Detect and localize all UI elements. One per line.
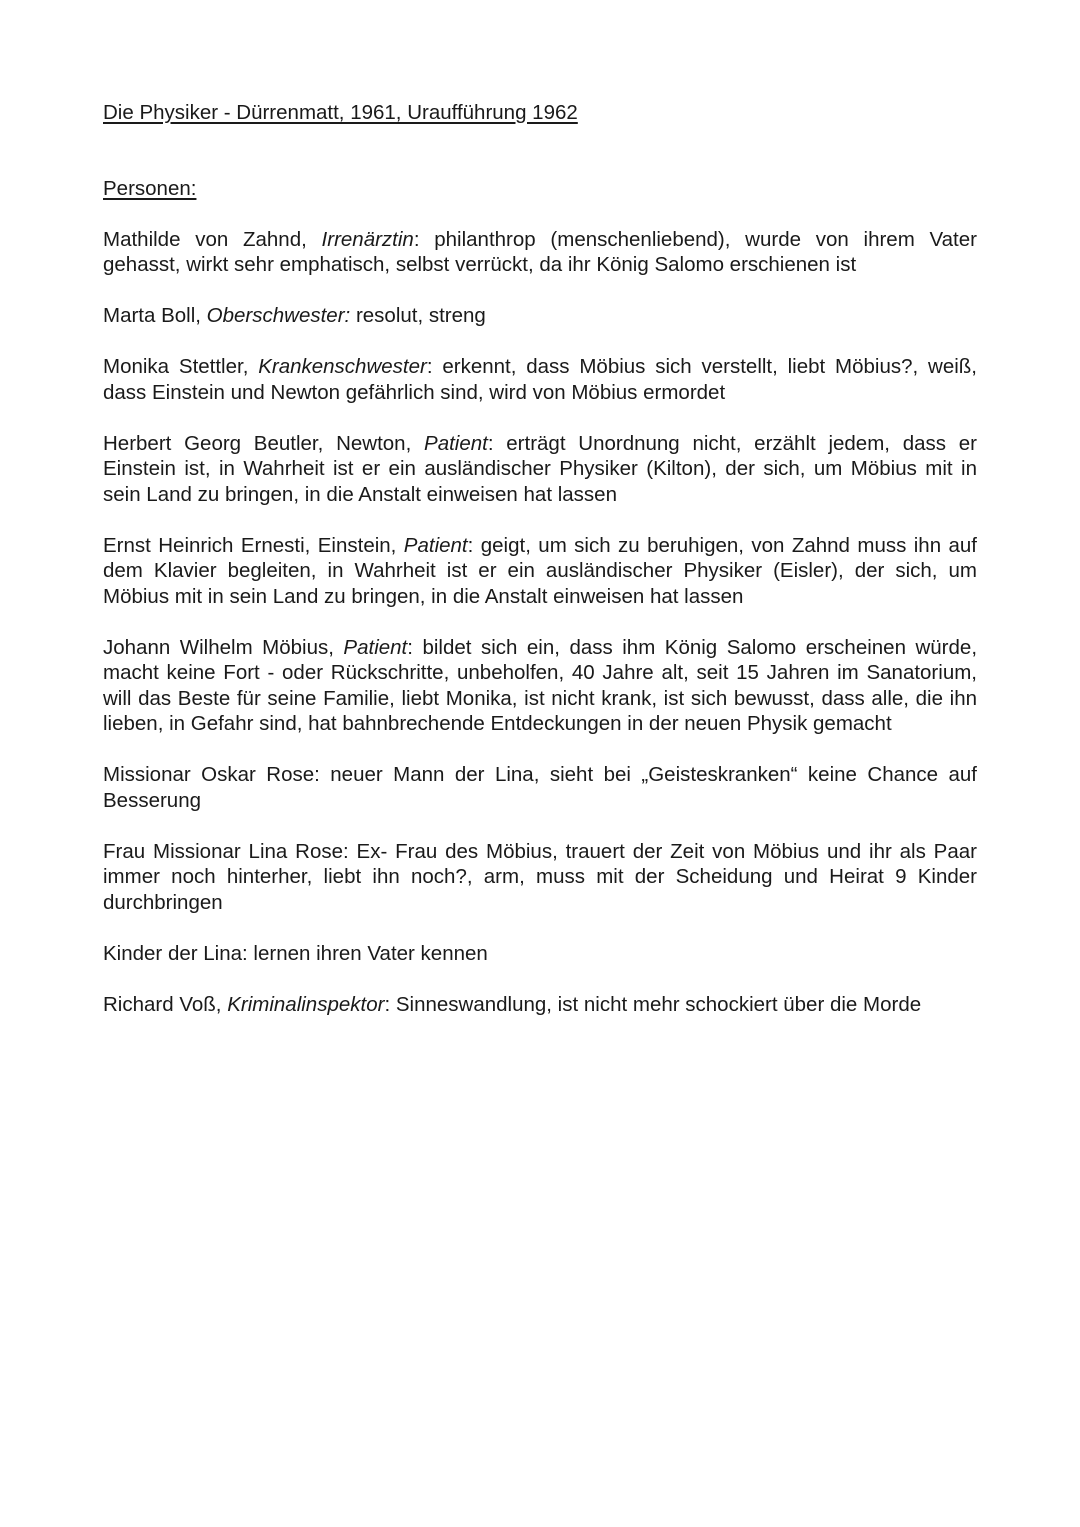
character-entry [103,941,977,967]
character-name: Richard Voß, [103,992,228,1016]
character-entry [103,839,977,916]
character-description: erträgt Unordnung nicht, erzählt jedem, dass er Einstein ist, in Wahrheit ist er ein ausländischer Physiker (Kilton), der sich, um Möbius mit in sein Land zu bringen, in die Anstalt einweisen hat lassen [103,431,977,506]
character-description: Missionar Oskar Rose: neuer Mann der Lina, sieht bei „Geisteskranken“ keine Chance auf Besserung [103,763,977,812]
character-role: Patient [343,635,408,659]
separator: : [384,992,396,1016]
character-description: Kinder der Lina: lernen ihren Vater kennen [103,941,488,965]
separator: : [426,355,443,378]
character-description: Frau Missionar Lina Rose: Ex- Frau des Möbius, trauert der Zeit von Möbius und ihr als Paar immer noch hinterher, liebt ihn noch?, arm, muss mit der Scheidung und Heirat 9 Kinder durchbringen [103,839,977,914]
character-name: Herbert Georg Beutler, Newton, [103,431,425,455]
separator: : [413,227,435,251]
character-description: geigt, um sich zu beruhigen, von Zahnd muss ihn auf dem Klavier begleiten, in Wahrheit ist er ein ausländischer Physiker (Eisler), der sich, um Möbius mit in sein Land zu bringen, in die Anstalt einweisen hat lassen [103,533,978,608]
character-entry [103,635,977,737]
separator: : [467,533,481,557]
character-description: resolut, streng [355,304,486,327]
character-role: Patient [403,533,468,557]
character-role: Kriminalinspektor [227,992,385,1016]
character-role: Patient [424,431,488,455]
document-title: Die Physiker - Dürrenmatt, 1961, Uraufführung 1962 [103,101,578,124]
document-page [103,100,977,1017]
character-name: Ernst Heinrich Ernesti, Einstein, [103,533,404,557]
character-description: erkennt, dass Möbius sich verstellt, liebt Möbius?, weiß, dass Einstein und Newton gefährlich sind, wird von Möbius ermordet [103,355,977,404]
character-name: Mathilde von Zahnd, [103,227,322,251]
separator: : [407,635,423,659]
character-name: Johann Wilhelm Möbius, [103,635,344,659]
character-entry [103,354,977,405]
character-name: Monika Stettler, [103,355,259,378]
character-entry [103,533,977,610]
section-heading-personen: Personen: [103,176,197,200]
character-name: Marta Boll, [103,304,207,327]
character-entry [103,431,977,508]
character-role: Irrenärztin [321,227,414,251]
character-description: Sinneswandlung, ist nicht mehr schockiert über die Morde [395,992,922,1016]
character-description: bildet sich ein, dass ihm König Salomo erscheinen würde, macht keine Fort - oder Rückschritte, unbeholfen, 40 Jahre alt, seit 15 Jahren im Sanatorium, will das Beste für seine Familie, liebt Monika, ist nicht krank, ist sich bewusst, dass alle, die ihn lieben, in Gefahr sind, hat bahnbrechende Entdeckungen in der neuen Physik gemacht [103,635,978,735]
character-role: Krankenschwester [258,355,427,378]
character-entry [103,303,977,329]
character-entry [103,762,977,813]
character-entry [103,992,977,1018]
separator: : [487,431,507,455]
character-description: philanthrop (menschenliebend), wurde von ihrem Vater gehasst, wirkt sehr emphatisch, selbst verrückt, da ihr König Salomo erschienen ist [103,227,977,276]
character-entry [103,227,977,278]
character-role: Oberschwester: [206,304,351,327]
